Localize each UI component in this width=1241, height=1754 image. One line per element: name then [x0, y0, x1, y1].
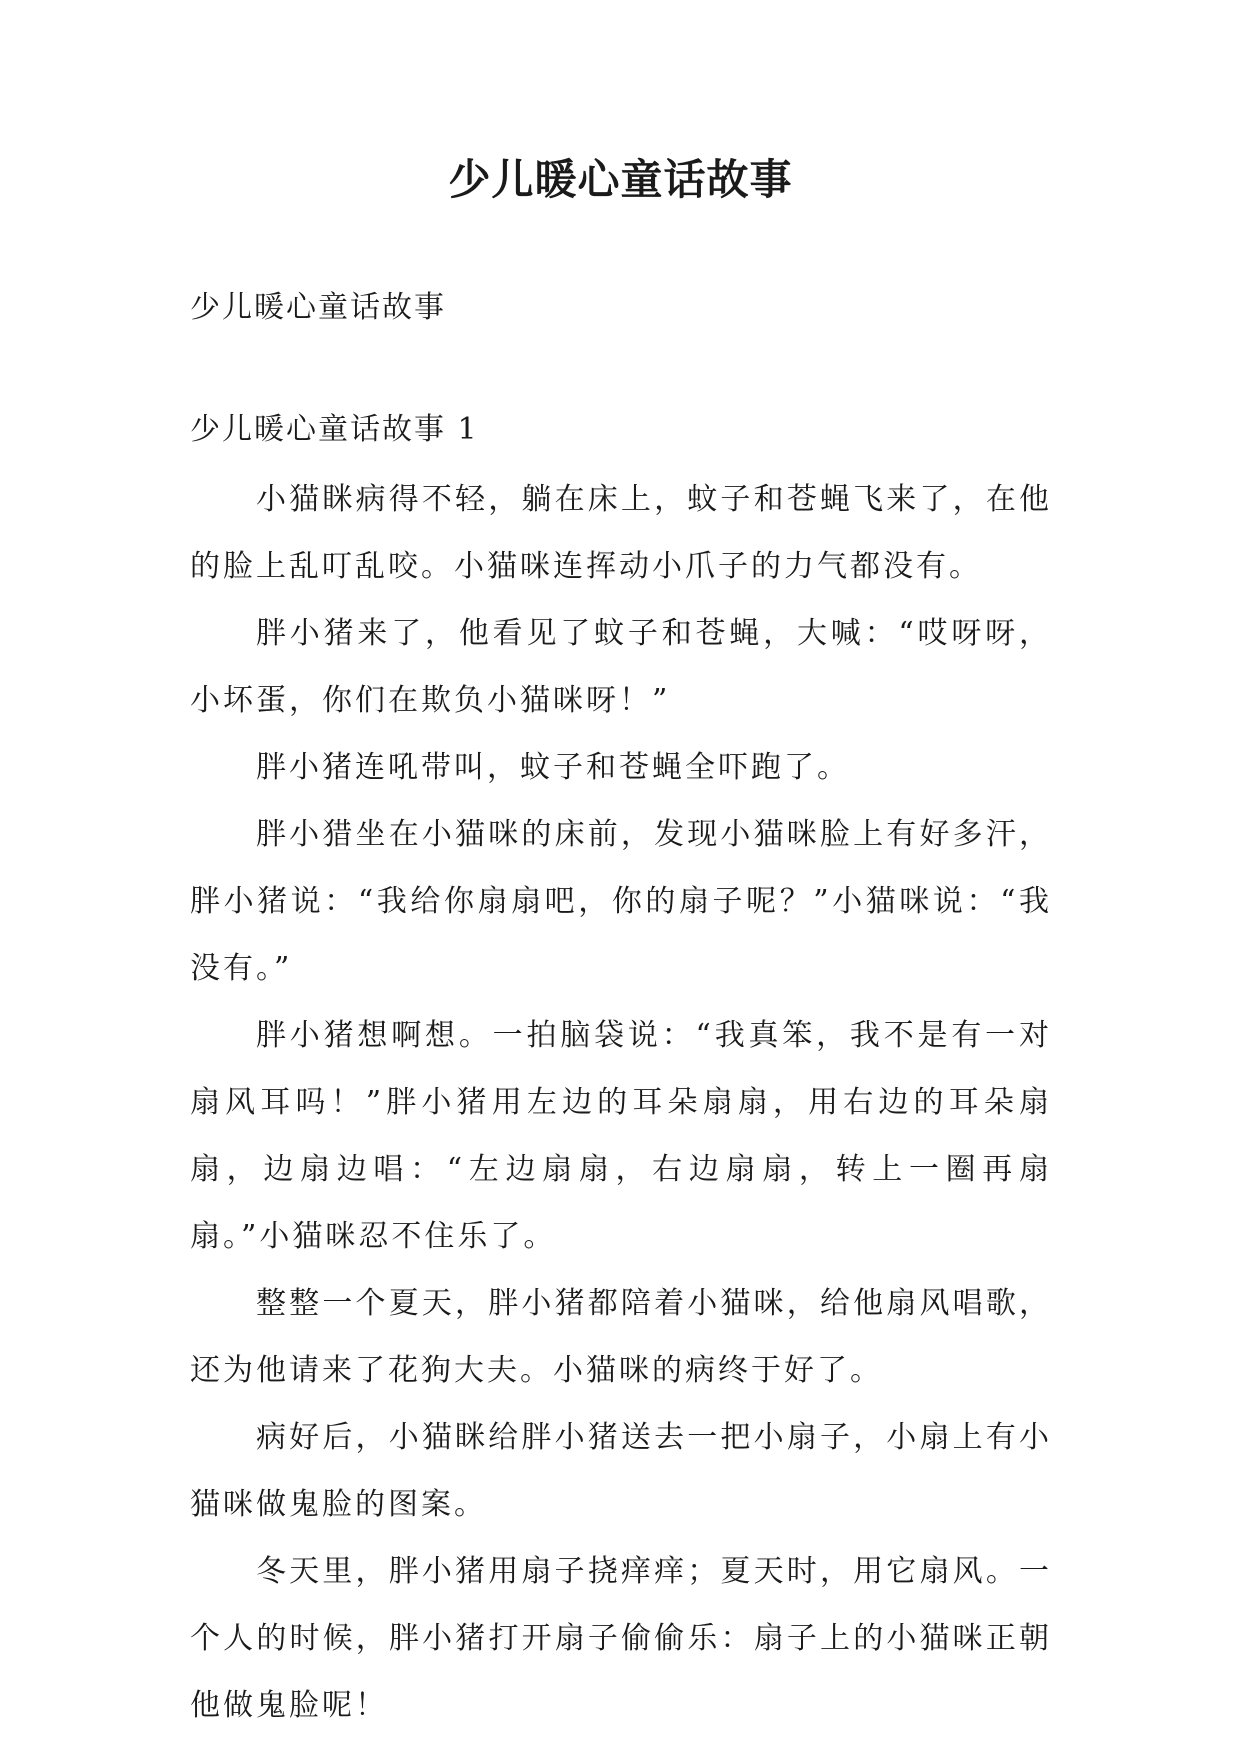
- story-paragraph: 胖小猎坐在小猫咪的床前，发现小猫咪脸上有好多汗，胖小猪说：“我给你扇扇吧，你的扇子呢？”小猫咪说：“我没有。”: [190, 817, 1052, 986]
- document-title: 少儿暖心童话故事: [448, 155, 793, 204]
- story-paragraph: 胖小猪来了，他看见了蚊子和苍蝇，大喊：“哎呀呀，小坏蛋，你们在欺负小猫咪呀！”: [190, 616, 1052, 718]
- story-paragraph: 胖小猪连吼带叫，蚊子和苍蝇全吓跑了。: [256, 750, 850, 785]
- story-paragraph: 冬天里，胖小猪用扇子挠痒痒；夏天时，用它扇风。一个人的时候，胖小猪打开扇子偷偷乐：扇子上的小猫咪正朝他做鬼脸呢！: [190, 1554, 1052, 1723]
- story-paragraph: 胖小猪想啊想。一拍脑袋说：“我真笨，我不是有一对扇风耳吗！”胖小猪用左边的耳朵扇扇，用右边的耳朵扇扇，边扇边唱：“左边扇扇，右边扇扇，转上一圈再扇扇。”小猫咪忍不住乐了。: [190, 1018, 1052, 1254]
- story-paragraph: 病好后，小猫眯给胖小猪送去一把小扇子，小扇上有小猫咪做鬼脸的图案。: [190, 1420, 1052, 1522]
- document-subtitle: 少儿暖心童话故事: [190, 290, 446, 325]
- story-paragraph: 小猫眯病得不轻，躺在床上，蚊子和苍蝇飞来了，在他的脸上乱叮乱咬。小猫咪连挥动小爪子的力气都没有。: [190, 482, 1052, 584]
- story-body: [190, 466, 1052, 1739]
- story-heading: 少儿暖心童话故事 1: [190, 412, 479, 447]
- story-paragraph: 整整一个夏天，胖小猪都陪着小猫咪，给他扇风唱歌，还为他请来了花狗大夫。小猫咪的病终于好了。: [190, 1286, 1052, 1388]
